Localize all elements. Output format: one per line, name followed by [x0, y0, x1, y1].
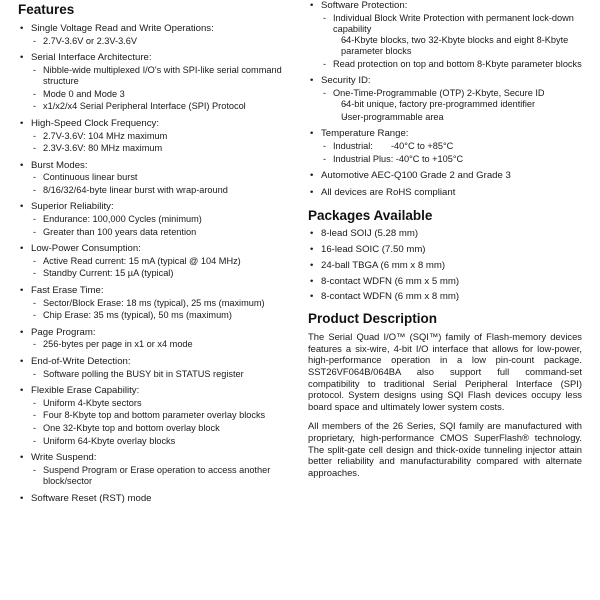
feature-subitem-text: Individual Block Write Protection with permanent lock-down capability: [333, 12, 574, 34]
feature-subitem: [31, 369, 286, 380]
feature-label: Superior Reliability:: [31, 201, 114, 213]
feature-subitem-text: Suspend Program or Erase operation to access another block/sector: [43, 464, 271, 487]
features-heading: Features: [18, 2, 75, 17]
feature-subitem: [31, 298, 286, 309]
features-list: [18, 23, 286, 504]
feature-subitem: [31, 436, 286, 447]
feature-subitem: [321, 141, 582, 152]
right-column: [308, 0, 582, 486]
description-paragraph-1: The Serial Quad I/O™ (SQI™) family of Flash-memory devices features a six-wire, 4-bit I/O interface that allows for low-power, high-performance operation in a low pin-count package. SST26VF064B/064BA also support full command-set compatibility to traditional Serial Peripheral Interface (SPI) protocol. System designs using SQI Flash devices occupy less board space and ultimately lower system costs.: [308, 331, 582, 412]
package-item: • 24-ball TBGA (6 mm x 8 mm): [308, 260, 582, 272]
feature-item: [18, 52, 286, 112]
feature-item: [308, 0, 582, 70]
feature-subitem-text: Uniform 64-Kbyte overlay blocks: [43, 435, 176, 446]
feature-label: End-of-Write Detection:: [31, 355, 131, 367]
feature-subitem: [31, 131, 286, 142]
feature-subitem-text: Standby Current: 15 µA (typical): [43, 268, 174, 279]
feature-subitem-text: Software polling the BUSY bit in STATUS register: [43, 368, 244, 379]
feature-subitem: [31, 185, 286, 196]
feature-subitem: [31, 423, 286, 434]
feature-label: Flexible Erase Capability:: [31, 385, 140, 397]
feature-subitem: [31, 143, 286, 154]
feature-subsubitem: [333, 99, 582, 110]
feature-item: [308, 128, 582, 165]
feature-subsubitem: [333, 35, 582, 57]
feature-subitem: [31, 256, 286, 267]
feature-subitem-text: One 32-Kbyte top and bottom overlay block: [43, 423, 220, 434]
package-item: • 8-contact WDFN (6 mm x 8 mm): [308, 291, 582, 303]
feature-subitem: [321, 88, 582, 123]
feature-subitem-text: Read protection on top and bottom 8-Kbyte parameter blocks: [333, 58, 582, 69]
feature-item: [18, 243, 286, 280]
feature-subitem-text: Continuous linear burst: [43, 172, 138, 183]
feature-label: All devices are RoHS compliant: [321, 187, 456, 199]
feature-subitem: [31, 65, 286, 87]
feature-item: [18, 160, 286, 197]
feature-subitem-text: Mode 0 and Mode 3: [43, 88, 125, 99]
feature-item: [18, 327, 286, 351]
feature-label: Write Suspend:: [31, 452, 97, 464]
feature-label: High-Speed Clock Frequency:: [31, 117, 159, 129]
feature-subitem-text: Greater than 100 years data retention: [43, 226, 197, 237]
features-column: [18, 0, 286, 510]
feature-item: [18, 452, 286, 487]
package-item: • 8-lead SOIJ (5.28 mm): [308, 228, 582, 240]
package-item: • 8-contact WDFN (6 mm x 5 mm): [308, 276, 582, 288]
feature-subitem-text: Uniform 4-Kbyte sectors: [43, 397, 142, 408]
feature-label: Serial Interface Architecture:: [31, 52, 152, 64]
feature-item: [308, 170, 582, 182]
feature-label: Security ID:: [321, 75, 371, 87]
feature-item: [18, 493, 286, 505]
feature-subitem: [31, 101, 286, 112]
feature-subitem: [321, 154, 582, 165]
feature-subsubitem-text: User-programmable area: [341, 111, 444, 122]
feature-label: Single Voltage Read and Write Operations:: [31, 23, 214, 34]
packages-heading: Packages Available: [308, 207, 433, 223]
feature-subitem-text: 2.7V-3.6V or 2.3V-3.6V: [43, 35, 137, 46]
temp-industrial-range: -40°C to +85°C: [391, 141, 454, 152]
packages-list: [308, 228, 582, 303]
package-item: • 16-lead SOIC (7.50 mm): [308, 244, 582, 256]
feature-item: [18, 285, 286, 322]
feature-subitem-text: x1/x2/x4 Serial Peripheral Interface (SPI) Protocol: [43, 101, 246, 112]
feature-subsubitem-text: 64-bit unique, factory pre-programmed identifier: [341, 99, 536, 110]
description-paragraph-2: All members of the 26 Series, SQI family are manufactured with proprietary, high-performance CMOS SuperFlash® technology. The split-gate cell design and thick-oxide tunneling injector attain better reliability and manufacturability compared with alternate approaches.: [308, 420, 582, 478]
feature-subitem: [31, 36, 286, 47]
feature-label: Fast Erase Time:: [31, 284, 104, 296]
feature-subitem-text: One-Time-Programmable (OTP) 2-Kbyte, Secure ID: [333, 88, 545, 99]
feature-item: [308, 75, 582, 123]
feature-subitem: [31, 398, 286, 409]
feature-subitem: [31, 227, 286, 238]
temp-industrial-plus: Industrial Plus: -40°C to +105°C: [333, 153, 464, 164]
feature-subitem-text: 2.7V-3.6V: 104 MHz maximum: [43, 130, 168, 141]
description-heading: Product Description: [308, 311, 438, 327]
feature-subitem: [31, 465, 286, 487]
feature-subitem: [321, 13, 582, 58]
feature-item: [308, 187, 582, 199]
feature-subitem-text: Sector/Block Erase: 18 ms (typical), 25 ms (maximum): [43, 297, 265, 308]
feature-subitem-text: 8/16/32/64-byte linear burst with wrap-around: [43, 184, 228, 195]
feature-subitem: [321, 59, 582, 70]
feature-subitem: [31, 268, 286, 279]
feature-item: [18, 385, 286, 447]
feature-label: Burst Modes:: [31, 159, 88, 171]
feature-subitem-text: Active Read current: 15 mA (typical @ 104 MHz): [43, 255, 241, 266]
feature-label: Low-Power Consumption:: [31, 243, 141, 255]
feature-item: [18, 356, 286, 380]
feature-subitem: [31, 89, 286, 100]
feature-subitem-text: Nibble-wide multiplexed I/O's with SPI-like serial command structure: [43, 64, 282, 87]
temp-industrial-label: Industrial:: [333, 141, 373, 152]
feature-subitem: [31, 172, 286, 183]
feature-item: [18, 201, 286, 238]
feature-subitem: [31, 310, 286, 321]
feature-subitem: [31, 339, 286, 350]
feature-label: Page Program:: [31, 326, 96, 338]
feature-subitem: [31, 410, 286, 421]
feature-subitem-text: Chip Erase: 35 ms (typical), 50 ms (maximum): [43, 310, 232, 321]
feature-subitem-text: 2.3V-3.6V: 80 MHz maximum: [43, 143, 163, 154]
feature-label: Software Protection:: [321, 0, 408, 11]
feature-item: [18, 23, 286, 47]
feature-subitem-text: 256-bytes per page in x1 or x4 mode: [43, 339, 193, 350]
feature-label: Temperature Range:: [321, 128, 409, 140]
feature-subitem-text: Endurance: 100,000 Cycles (minimum): [43, 214, 202, 225]
feature-subsubitem-text: 64-Kbyte blocks, two 32-Kbyte blocks and eight 8-Kbyte parameter blocks: [341, 35, 569, 57]
feature-item: [18, 118, 286, 155]
feature-subitem-text: Four 8-Kbyte top and bottom parameter overlay blocks: [43, 410, 266, 421]
feature-label: Software Reset (RST) mode: [31, 492, 152, 504]
features-list-continued: [308, 0, 582, 199]
feature-subitem: [31, 214, 286, 225]
feature-label: Automotive AEC-Q100 Grade 2 and Grade 3: [321, 170, 511, 182]
feature-subsubitem: [333, 112, 582, 123]
